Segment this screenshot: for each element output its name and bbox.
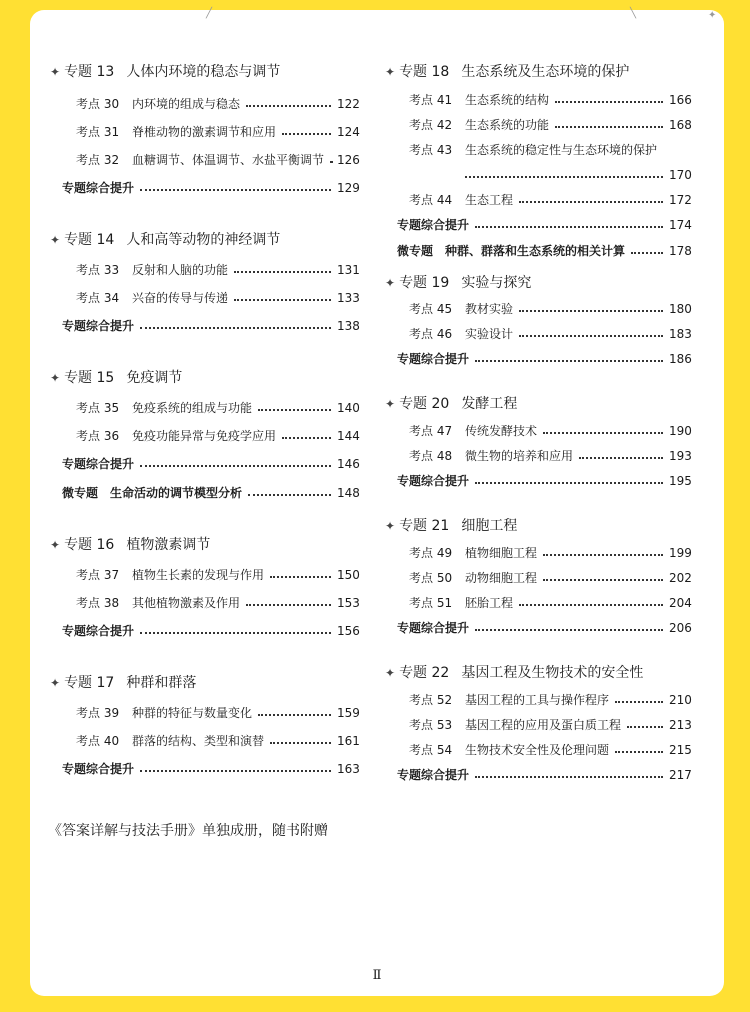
- kaodian-title: 反射和人脑的功能: [132, 263, 229, 277]
- topic-number: 专题 16: [64, 537, 115, 553]
- kaodian-title: 基因工程的工具与操作程序: [465, 693, 610, 707]
- topic-heading: [385, 514, 517, 538]
- page-number-ref: 199: [669, 546, 692, 560]
- corner-star: ✦: [708, 10, 717, 21]
- kaodian-entry[interactable]: [409, 690, 691, 710]
- summary-title: 专题综合提升: [397, 218, 470, 232]
- dot-leader: [234, 299, 331, 301]
- star-icon: ✦: [385, 519, 396, 533]
- page-number-ref: 190: [669, 424, 692, 438]
- topic-number: 专题 14: [64, 232, 115, 248]
- page-number-ref: 161: [337, 734, 360, 748]
- kaodian-entry[interactable]: [409, 299, 691, 319]
- dot-leader: [465, 176, 663, 178]
- dot-leader: [140, 189, 331, 191]
- topic-summary-entry[interactable]: [62, 621, 359, 641]
- kaodian-title: 生态系统的结构: [465, 93, 550, 107]
- topic-summary-entry[interactable]: [397, 618, 691, 638]
- kaodian-code: 考点 52: [409, 693, 453, 707]
- kaodian-title: 动物细胞工程: [465, 571, 538, 585]
- topic-heading: [50, 671, 196, 695]
- page-number-ref: 156: [337, 624, 360, 638]
- kaodian-entry[interactable]: [76, 703, 359, 723]
- dot-leader: [579, 457, 663, 459]
- kaodian-title: 血糖调节、体温调节、水盐平衡调节: [132, 153, 325, 167]
- dot-leader: [282, 437, 331, 439]
- kaodian-code: 考点 42: [409, 118, 453, 132]
- kaodian-entry[interactable]: [76, 260, 359, 280]
- page-number-ref: 150: [337, 568, 360, 582]
- kaodian-entry[interactable]: [409, 568, 691, 588]
- topic-title: 种群和群落: [126, 675, 197, 691]
- kaodian-title: 生态系统的功能: [465, 118, 550, 132]
- toc-page: [30, 10, 724, 996]
- kaodian-title: 生态工程: [465, 193, 514, 207]
- page-number-ref: 124: [337, 125, 360, 139]
- page-number-ref: 159: [337, 706, 360, 720]
- topic-number: 专题 19: [399, 275, 450, 291]
- kaodian-entry[interactable]: [409, 324, 691, 344]
- page-number-ref: 183: [669, 327, 692, 341]
- kaodian-title: 生物技术安全性及伦理问题: [465, 743, 610, 757]
- kaodian-code: 考点 37: [76, 568, 120, 582]
- topic-heading: [385, 661, 643, 685]
- kaodian-entry[interactable]: [409, 593, 691, 613]
- kaodian-code: 考点 35: [76, 401, 120, 415]
- dot-leader: [627, 726, 663, 728]
- page-number-ref: 140: [337, 401, 360, 415]
- kaodian-entry[interactable]: [409, 140, 691, 160]
- kaodian-code: 考点 46: [409, 327, 453, 341]
- kaodian-entry[interactable]: [76, 122, 359, 142]
- topic-title: 生态系统及生态环境的保护: [461, 64, 630, 80]
- summary-title: 专题综合提升: [397, 352, 470, 366]
- topic-title: 人体内环境的稳态与调节: [126, 64, 281, 80]
- kaodian-code: 考点 40: [76, 734, 120, 748]
- topic-summary-entry[interactable]: [62, 316, 359, 336]
- topic-summary-entry[interactable]: [397, 241, 691, 261]
- topic-title: 发酵工程: [461, 396, 518, 412]
- topic-summary-entry[interactable]: [62, 483, 359, 503]
- star-icon: ✦: [50, 65, 61, 79]
- page-number-ref: 170: [669, 168, 692, 182]
- topic-number: 专题 15: [64, 370, 115, 386]
- kaodian-title: 内环境的组成与稳态: [132, 97, 241, 111]
- dot-leader: [140, 770, 331, 772]
- dot-leader: [270, 742, 331, 744]
- page-number-ref: 206: [669, 621, 692, 635]
- kaodian-entry-continuation[interactable]: [465, 165, 691, 185]
- kaodian-title: 微生物的培养和应用: [465, 449, 574, 463]
- kaodian-code: 考点 47: [409, 424, 453, 438]
- topic-title: 细胞工程: [461, 518, 518, 534]
- star-icon: ✦: [50, 676, 61, 690]
- topic-summary-entry[interactable]: [62, 178, 359, 198]
- page-number: Ⅱ: [372, 968, 382, 983]
- kaodian-title: 免疫功能异常与免疫学应用: [132, 429, 277, 443]
- kaodian-title: 脊椎动物的激素调节和应用: [132, 125, 277, 139]
- star-icon: ✦: [385, 666, 396, 680]
- page-number-ref: 178: [669, 244, 692, 258]
- kaodian-code: 考点 34: [76, 291, 120, 305]
- summary-title: 专题综合提升: [62, 181, 135, 195]
- topic-summary-entry[interactable]: [397, 215, 691, 235]
- dot-leader: [555, 101, 663, 103]
- star-icon: ✦: [50, 233, 61, 247]
- kaodian-entry[interactable]: [409, 190, 691, 210]
- kaodian-code: 考点 51: [409, 596, 453, 610]
- page-number-ref: 195: [669, 474, 692, 488]
- kaodian-title: 植物生长素的发现与作用: [132, 568, 265, 582]
- summary-title: 专题综合提升: [62, 457, 135, 471]
- dot-leader: [246, 604, 331, 606]
- kaodian-code: 考点 31: [76, 125, 120, 139]
- kaodian-title: 兴奋的传导与传递: [132, 291, 229, 305]
- dot-leader: [475, 482, 663, 484]
- dot-leader: [282, 133, 331, 135]
- kaodian-entry[interactable]: [409, 740, 691, 760]
- dot-leader: [543, 554, 663, 556]
- kaodian-entry[interactable]: [76, 565, 359, 585]
- dot-leader: [519, 310, 663, 312]
- kaodian-code: 考点 43: [409, 143, 453, 157]
- star-icon: ✦: [385, 397, 396, 411]
- kaodian-title: 传统发酵技术: [465, 424, 538, 438]
- kaodian-code: 考点 48: [409, 449, 453, 463]
- topic-summary-entry[interactable]: [397, 471, 691, 491]
- kaodian-entry[interactable]: [409, 421, 691, 441]
- dot-leader: [615, 701, 663, 703]
- dot-leader: [475, 629, 663, 631]
- kaodian-code: 考点 44: [409, 193, 453, 207]
- dot-leader: [270, 576, 331, 578]
- kaodian-title: 实验设计: [465, 327, 514, 341]
- summary-title: 专题综合提升: [397, 768, 470, 782]
- dot-leader: [140, 465, 331, 467]
- kaodian-title: 群落的结构、类型和演替: [132, 734, 265, 748]
- topic-heading: [385, 60, 629, 84]
- topic-title: 免疫调节: [126, 370, 183, 386]
- summary-title: 专题综合提升: [397, 474, 470, 488]
- kaodian-entry[interactable]: [409, 543, 691, 563]
- kaodian-title: 教材实验: [465, 302, 514, 316]
- kaodian-entry[interactable]: [76, 398, 359, 418]
- kaodian-title: 种群的特征与数量变化: [132, 706, 253, 720]
- topic-title: 植物激素调节: [126, 537, 211, 553]
- page-number-ref: 168: [669, 118, 692, 132]
- kaodian-entry[interactable]: [76, 150, 359, 170]
- dot-leader: [615, 751, 663, 753]
- kaodian-entry[interactable]: [76, 94, 359, 114]
- summary-title: 微专题 种群、群落和生态系统的相关计算: [397, 244, 626, 258]
- dot-leader: [519, 335, 663, 337]
- topic-number: 专题 13: [64, 64, 115, 80]
- kaodian-code: 考点 53: [409, 718, 453, 732]
- page-number-ref: 126: [337, 153, 360, 167]
- kaodian-code: 考点 32: [76, 153, 120, 167]
- kaodian-entry[interactable]: [76, 426, 359, 446]
- page-number-ref: 138: [337, 319, 360, 333]
- topic-number: 专题 20: [399, 396, 450, 412]
- kaodian-code: 考点 39: [76, 706, 120, 720]
- dot-leader: [519, 604, 663, 606]
- page-number-ref: 174: [669, 218, 692, 232]
- page-number-ref: 146: [337, 457, 360, 471]
- topic-heading: [50, 60, 280, 84]
- kaodian-code: 考点 30: [76, 97, 120, 111]
- kaodian-code: 考点 33: [76, 263, 120, 277]
- page-number-ref: 144: [337, 429, 360, 443]
- topic-heading: [385, 392, 517, 416]
- kaodian-entry[interactable]: [76, 288, 359, 308]
- dot-leader: [140, 327, 331, 329]
- dot-leader: [140, 632, 331, 634]
- topic-number: 专题 18: [399, 64, 450, 80]
- answer-booklet-note: 《答案详解与技法手册》单独成册，随书附赠: [48, 823, 328, 839]
- dot-leader: [234, 271, 331, 273]
- summary-title: 专题综合提升: [397, 621, 470, 635]
- page-number-ref: 202: [669, 571, 692, 585]
- kaodian-entry[interactable]: [409, 446, 691, 466]
- topic-summary-entry[interactable]: [397, 349, 691, 369]
- kaodian-code: 考点 54: [409, 743, 453, 757]
- page-number-ref: 186: [669, 352, 692, 366]
- kaodian-title: 其他植物激素及作用: [132, 596, 241, 610]
- page-number-ref: 166: [669, 93, 692, 107]
- dot-leader: [248, 494, 331, 496]
- dot-leader: [258, 409, 331, 411]
- kaodian-code: 考点 49: [409, 546, 453, 560]
- star-icon: ✦: [50, 538, 61, 552]
- page-number-ref: 215: [669, 743, 692, 757]
- kaodian-title: 免疫系统的组成与功能: [132, 401, 253, 415]
- summary-title: 专题综合提升: [62, 624, 135, 638]
- page-number-ref: 153: [337, 596, 360, 610]
- kaodian-code: 考点 38: [76, 596, 120, 610]
- kaodian-code: 考点 45: [409, 302, 453, 316]
- topic-title: 人和高等动物的神经调节: [126, 232, 281, 248]
- kaodian-code: 考点 36: [76, 429, 120, 443]
- corner-mark-left: ╱: [206, 8, 213, 19]
- star-icon: ✦: [50, 371, 61, 385]
- dot-leader: [475, 226, 663, 228]
- summary-title: 专题综合提升: [62, 762, 135, 776]
- page-number-ref: 193: [669, 449, 692, 463]
- kaodian-title: 植物细胞工程: [465, 546, 538, 560]
- page-number-ref: 204: [669, 596, 692, 610]
- page-number-ref: 180: [669, 302, 692, 316]
- star-icon: ✦: [385, 65, 396, 79]
- topic-summary-entry[interactable]: [62, 454, 359, 474]
- page-number-ref: 217: [669, 768, 692, 782]
- kaodian-code: 考点 41: [409, 93, 453, 107]
- topic-heading: [385, 271, 531, 295]
- dot-leader: [258, 714, 331, 716]
- kaodian-title: 基因工程的应用及蛋白质工程: [465, 718, 622, 732]
- dot-leader: [330, 161, 331, 163]
- topic-summary-entry[interactable]: [397, 765, 691, 785]
- topic-heading: [50, 228, 280, 252]
- topic-title: 实验与探究: [461, 275, 532, 291]
- page-number-ref: 210: [669, 693, 692, 707]
- kaodian-title: 生态系统的稳定性与生态环境的保护: [465, 143, 658, 157]
- star-icon: ✦: [385, 276, 396, 290]
- page-number-ref: 163: [337, 762, 360, 776]
- dot-leader: [631, 252, 663, 254]
- kaodian-entry[interactable]: [409, 715, 691, 735]
- dot-leader: [543, 579, 663, 581]
- topic-heading: [50, 366, 182, 390]
- dot-leader: [543, 432, 663, 434]
- topic-title: 基因工程及生物技术的安全性: [461, 665, 644, 681]
- page-number-ref: 148: [337, 486, 360, 500]
- page-number-ref: 213: [669, 718, 692, 732]
- topic-summary-entry[interactable]: [62, 759, 359, 779]
- dot-leader: [475, 776, 663, 778]
- topic-heading: [50, 533, 210, 557]
- corner-mark-right: ╲: [630, 8, 637, 19]
- summary-title: 微专题 生命活动的调节模型分析: [62, 486, 243, 500]
- page-number-ref: 131: [337, 263, 360, 277]
- kaodian-title: 胚胎工程: [465, 596, 514, 610]
- topic-number: 专题 21: [399, 518, 450, 534]
- page-number-ref: 129: [337, 181, 360, 195]
- kaodian-entry[interactable]: [76, 593, 359, 613]
- dot-leader: [519, 201, 663, 203]
- dot-leader: [555, 126, 663, 128]
- page-number-ref: 172: [669, 193, 692, 207]
- kaodian-entry[interactable]: [409, 90, 691, 110]
- kaodian-entry[interactable]: [409, 115, 691, 135]
- page-number-ref: 122: [337, 97, 360, 111]
- dot-leader: [246, 105, 331, 107]
- dot-leader: [475, 360, 663, 362]
- kaodian-entry[interactable]: [76, 731, 359, 751]
- summary-title: 专题综合提升: [62, 319, 135, 333]
- page-number-ref: 133: [337, 291, 360, 305]
- kaodian-code: 考点 50: [409, 571, 453, 585]
- topic-number: 专题 22: [399, 665, 450, 681]
- topic-number: 专题 17: [64, 675, 115, 691]
